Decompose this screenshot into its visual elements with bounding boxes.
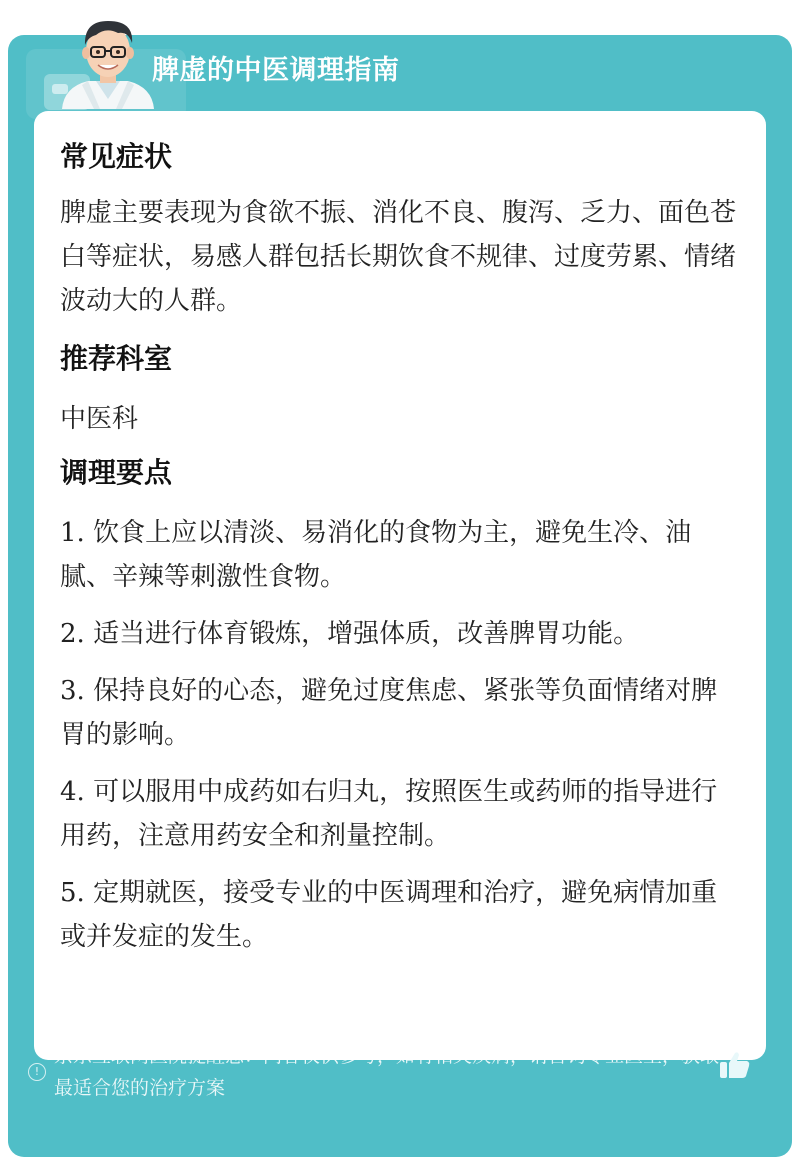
list-item (60, 770, 740, 858)
list-item-number: 3. (60, 676, 85, 706)
care-heading: 调理要点 (60, 456, 173, 489)
list-item-text: 保持良好的心态，避免过度焦虑、紧张等负面情绪对脾胃的影响。 (60, 676, 718, 750)
list-item-text: 适当进行体育锻炼，增强体质，改善脾胃功能。 (93, 619, 640, 649)
list-item-text: 定期就医，接受专业的中医调理和治疗，避免病情加重或并发症的发生。 (60, 878, 718, 952)
list-item (60, 871, 740, 959)
list-item (60, 612, 740, 656)
symptoms-text: 脾虚主要表现为食欲不振、消化不良、腹泻、乏力、面色苍白等症状，易感人群包括长期饮食不规律、过度劳累、情绪波动大的人群。 (60, 198, 737, 316)
disclaimer-footer (28, 1040, 728, 1104)
care-list (60, 511, 740, 959)
list-item-number: 5. (60, 878, 85, 908)
disclaimer-text: 京东互联网医院提醒您：内容仅供参考，如有相关疾病，请咨询专业医生，获取最适合您的治疗方案 (54, 1045, 720, 1099)
page-title: 脾虚的中医调理指南 (152, 55, 400, 86)
symptoms-heading: 常见症状 (60, 140, 173, 173)
thumbs-up-icon[interactable] (718, 1048, 752, 1082)
list-item-text: 可以服用中成药如右归丸，按照医生或药师的指导进行用药，注意用药安全和剂量控制。 (60, 777, 718, 851)
info-icon: ! (28, 1063, 46, 1081)
department-heading: 推荐科室 (60, 342, 173, 375)
department-text: 中医科 (60, 404, 139, 434)
content-card (34, 111, 766, 1060)
list-item-number: 1. (60, 518, 85, 548)
list-item (60, 669, 740, 757)
list-item (60, 511, 740, 599)
list-item-number: 4. (60, 777, 85, 807)
doctor-avatar-icon (48, 9, 168, 109)
list-item-text: 饮食上应以清淡、易消化的食物为主，避免生冷、油腻、辛辣等刺激性食物。 (60, 518, 692, 592)
guide-panel (8, 35, 792, 1157)
list-item-number: 2. (60, 619, 85, 649)
